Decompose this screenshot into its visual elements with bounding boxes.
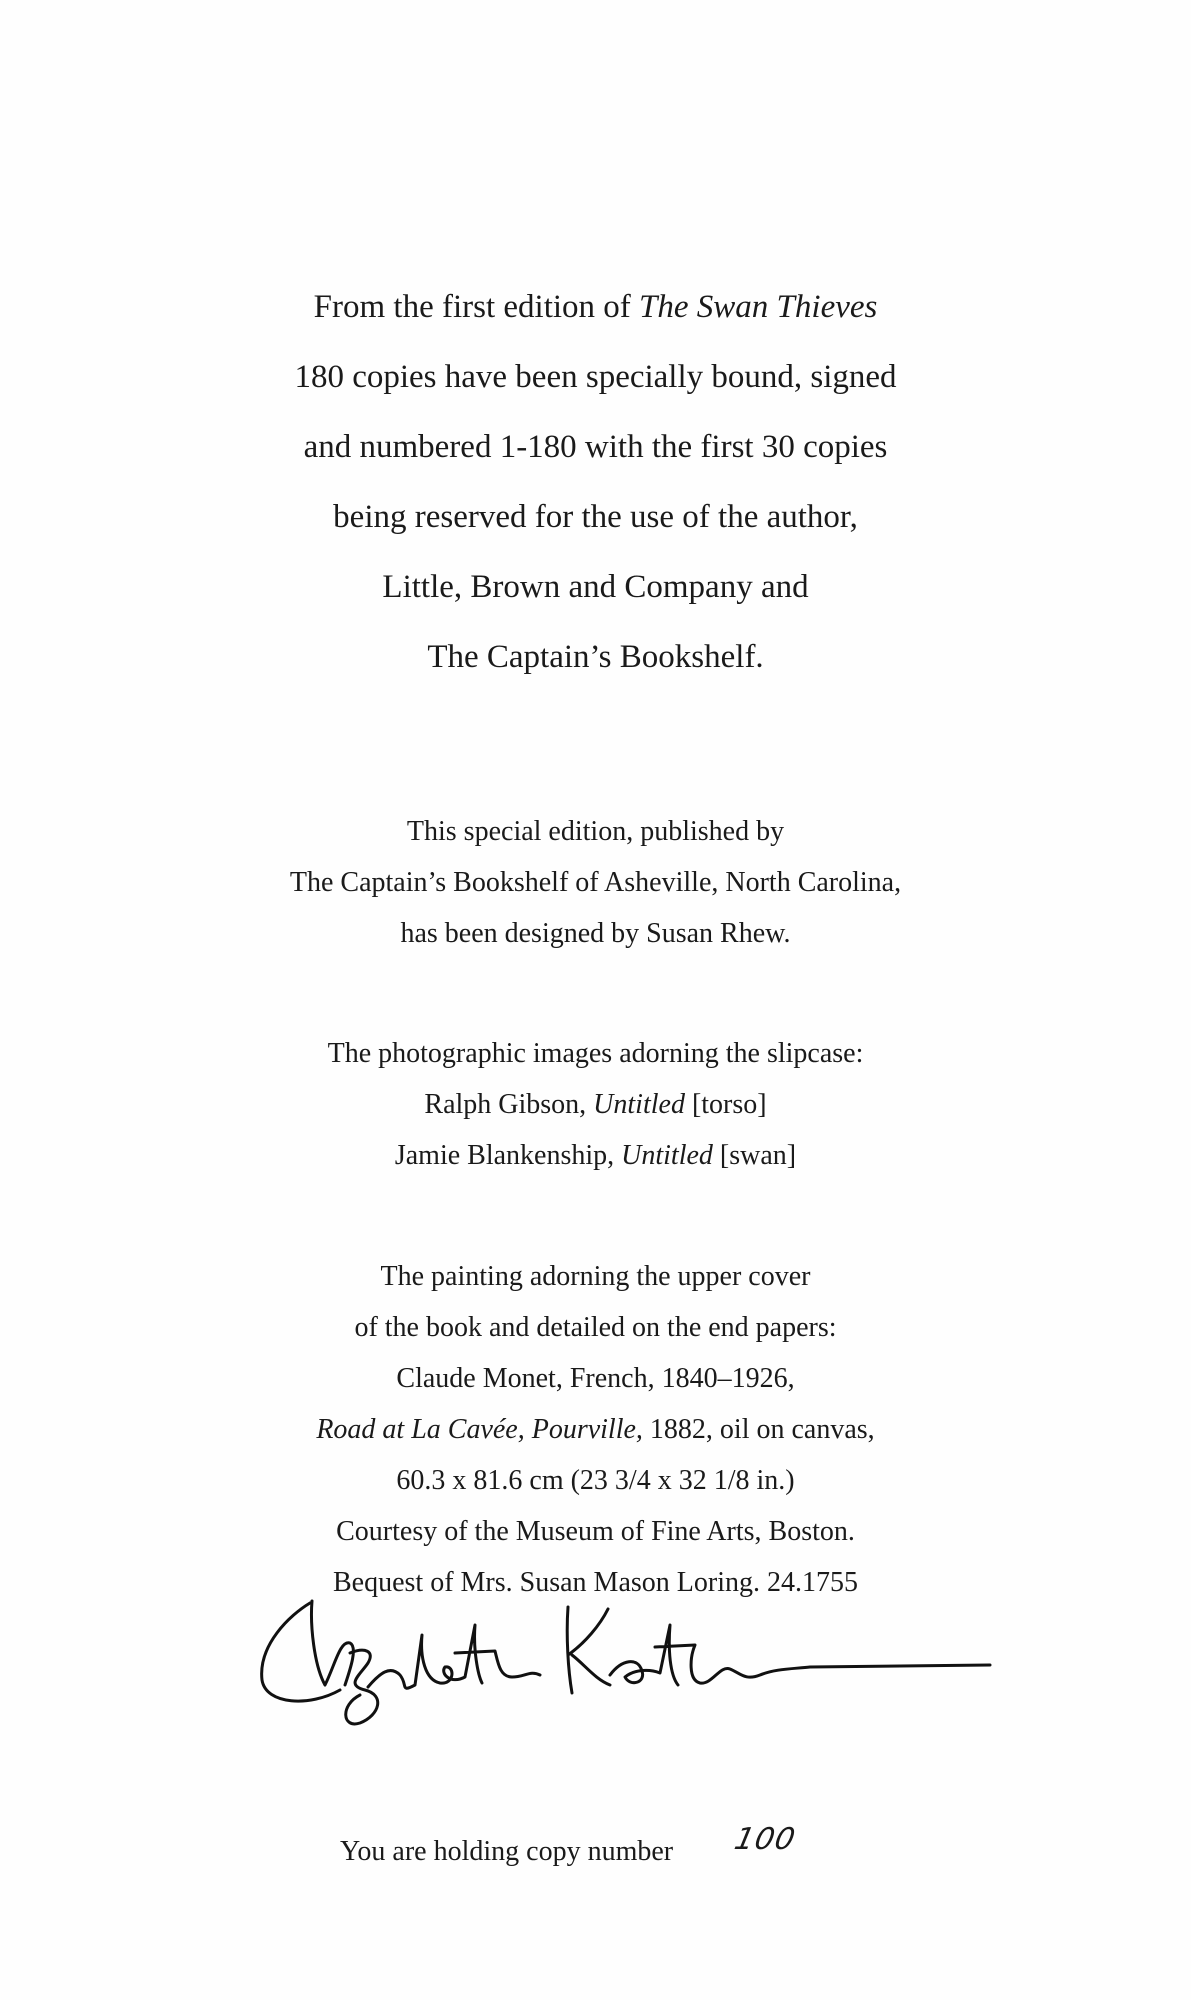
author-signature: [250, 1595, 1000, 1745]
blankenship-title: Untitled: [621, 1140, 713, 1171]
gibson-name: Ralph Gibson,: [424, 1089, 594, 1120]
statement-line-4: being reserved for the use of the author,: [333, 499, 858, 535]
painting-line-7: Bequest of Mrs. Susan Mason Loring. 24.1755: [333, 1567, 858, 1598]
signature-stroke-e: [262, 1603, 340, 1701]
painting-line-5: 60.3 x 81.6 cm (23 3/4 x 32 1/8 in.): [396, 1465, 795, 1496]
photo-credit-gibson: [0, 1079, 1191, 1130]
copy-number-label: You are holding copy number: [340, 1836, 674, 1867]
publisher-line-3: has been designed by Susan Rhew.: [400, 918, 791, 949]
photos-heading: The photographic images adorning the slipcase:: [327, 1038, 864, 1069]
painting-line-6: Courtesy of the Museum of Fine Arts, Boston.: [336, 1516, 855, 1547]
blankenship-name: Jamie Blankenship,: [394, 1140, 622, 1171]
painting-title: Road at La Cavée, Pourville,: [316, 1414, 643, 1445]
signature-stroke-l: [312, 1601, 354, 1685]
painting-line-2: of the book and detailed on the end papers:: [354, 1312, 837, 1343]
gibson-note: [torso]: [684, 1089, 767, 1120]
publisher-line-1: This special edition, published by: [406, 816, 785, 847]
signature-stroke-abeth: [368, 1625, 540, 1688]
copy-number-handwritten: 100: [731, 1822, 799, 1857]
signature-stroke-k: [567, 1607, 610, 1693]
painting-credit: [0, 1251, 1191, 1608]
statement-line-6: The Captain’s Bookshelf.: [427, 639, 764, 675]
publisher-line-2: The Captain’s Bookshelf of Asheville, North Carolina,: [289, 867, 902, 898]
painting-line-1: The painting adorning the upper cover: [380, 1261, 811, 1292]
painting-line-3: Claude Monet, French, 1840–1926,: [396, 1363, 795, 1394]
publisher-note: [0, 806, 1191, 959]
painting-medium: 1882, oil on canvas,: [642, 1414, 875, 1445]
limitation-statement: [0, 272, 1191, 692]
painting-line-4: [0, 1404, 1191, 1455]
photo-credits: [0, 1028, 1191, 1181]
signature-stroke-ostova: [610, 1625, 990, 1685]
blankenship-note: [swan]: [712, 1140, 797, 1171]
photo-credit-blankenship: [0, 1130, 1191, 1181]
gibson-title: Untitled: [593, 1089, 685, 1120]
statement-line-1-prefix: From the first edition of: [313, 289, 640, 325]
book-title: The Swan Thieves: [639, 289, 878, 325]
statement-line-3: and numbered 1-180 with the first 30 copies: [303, 429, 888, 465]
statement-line-2: 180 copies have been specially bound, signed: [294, 359, 897, 395]
statement-line-5: Little, Brown and Company and: [382, 569, 809, 605]
statement-line-1: [0, 272, 1191, 342]
